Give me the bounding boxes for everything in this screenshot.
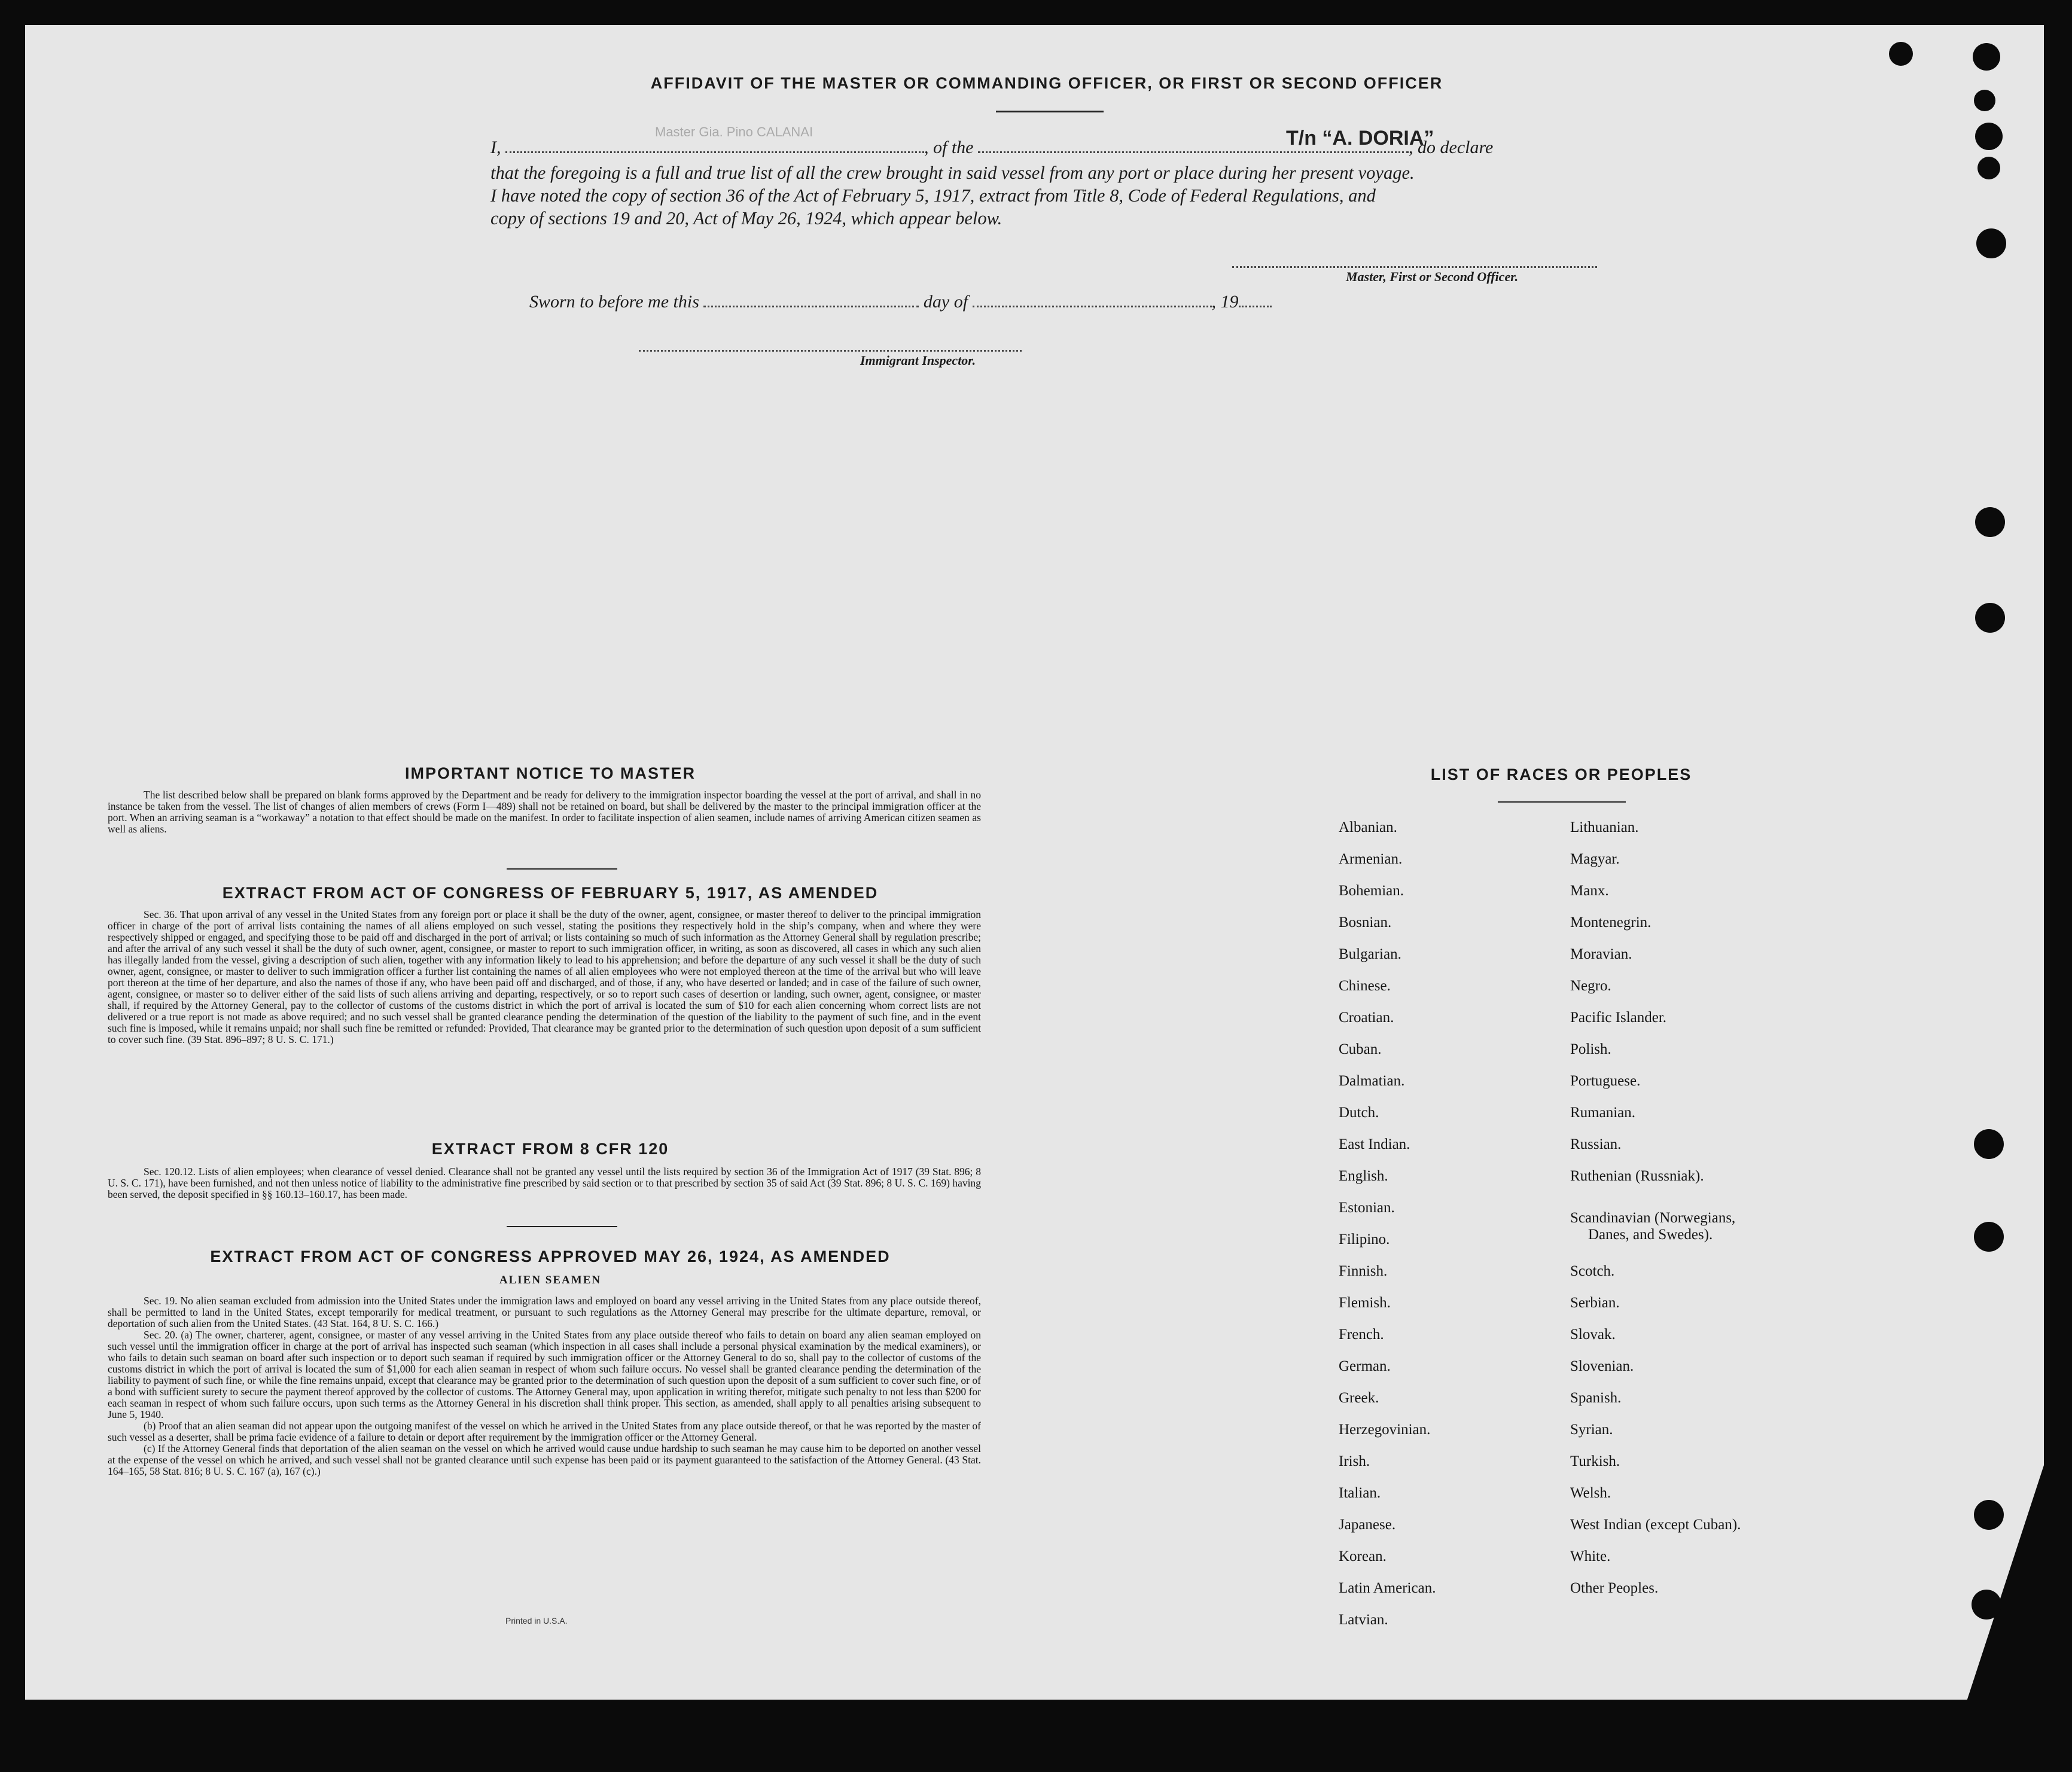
- extract-1917-text: [108, 909, 981, 1045]
- punch-hole: [1977, 157, 2000, 179]
- vessel-name-handwritten: T/n “A. DORIA”: [1286, 127, 1434, 150]
- race-item: English.: [1339, 1168, 1388, 1184]
- sworn-day: day of: [923, 292, 968, 312]
- race-item: Bosnian.: [1339, 914, 1392, 931]
- race-item: Flemish.: [1339, 1295, 1391, 1311]
- notice-title: IMPORTANT NOTICE TO MASTER: [405, 764, 696, 782]
- extract-1917-paragraph: Sec. 36. That upon arrival of any vessel in the United States from any foreign port or place it shall be the duty of the owner, agent, consignee, or master thereof to deliver to the principal immigration officer in charge of the port of arrival lists containing the names of all aliens employed on such vessel, stating the positions they respectively hold in the ship’s company, when and where they were respectively shipped or engaged, and specifying those to be paid off and discharged in the port of arrival; or lists containing so much of such information as the Attorney General shall by regulation prescribe; and after the arrival of any such vessel it shall be the duty of such owner, agent, consignee, or master to report to such immigration officer, in writing, as soon as discovered, all cases in which any such alien has illegally landed from the vessel, giving a description of such alien, together with any information likely to lead to his apprehension; and before the departure of any such vessel it shall be the duty of such owner, agent, consignee, or master to deliver to such immigration officer a further list containing the names of all alien employees who were not employed thereon at the time of the arrival but who will leave port thereon at the time of her departure, and also the names of those if any, who have been paid off and discharged, and of those, if any, who have deserted or landed; and in case of the failure of such owner, agent, consignee, or master so to deliver either of the said lists of such aliens arriving and departing, respectively, or so to report such cases of desertion or landing, such owner, agent, consignee, or master shall, if required by the Attorney General, pay to the collector of customs of the customs district in which the port of arrival is located the sum of $10 for each alien concerning whom correct lists are not delivered or a true report is not made as above required; and no such vessel shall be granted clearance pending the determination of the question of the liability to the payment of such fine, and in the event such fine is imposed, while it remains unpaid; nor shall such fine be remitted or refunded: Provided, That clearance may be granted prior to the determination of such question upon deposit of a sum sufficient to cover such fine. (39 Stat. 896–897; 8 U. S. C. 171.): [108, 908, 981, 1045]
- races-rule: [1498, 801, 1626, 803]
- race-item: Polish.: [1570, 1041, 1611, 1057]
- race-item: Italian.: [1339, 1485, 1381, 1501]
- race-item: Korean.: [1339, 1548, 1387, 1564]
- punch-hole: [1974, 1222, 2004, 1252]
- master-signature-caption: Master, First or Second Officer.: [1346, 269, 1519, 284]
- race-item: Latin American.: [1339, 1580, 1436, 1596]
- punch-hole: [1889, 42, 1913, 66]
- race-item: Croatian.: [1339, 1009, 1394, 1026]
- affidavit-title-rule: [996, 111, 1104, 112]
- affidavit-of-the: , of the: [924, 138, 974, 157]
- affidavit-i: I,: [490, 138, 501, 157]
- race-item: Herzegovinian.: [1339, 1422, 1431, 1438]
- race-item: Dalmatian.: [1339, 1073, 1405, 1089]
- cfr-rule: [507, 1226, 617, 1227]
- affidavit-line3: I have noted the copy of section 36 of the Act of February 5, 1917, extract from Title 8, Code of Federal Regulations, and: [490, 185, 1376, 206]
- race-item: Serbian.: [1570, 1295, 1620, 1311]
- printed-in-usa: Printed in U.S.A.: [505, 1616, 568, 1625]
- race-item: Russian.: [1570, 1136, 1622, 1152]
- inspector-caption: Immigrant Inspector.: [860, 353, 976, 368]
- extract-cfr-title: EXTRACT FROM 8 CFR 120: [431, 1140, 669, 1158]
- affidavit-title: AFFIDAVIT OF THE MASTER OR COMMANDING OFFICER, OR FIRST OR SECOND OFFICER: [650, 74, 1443, 92]
- race-item: Latvian.: [1339, 1612, 1388, 1628]
- sec-20b-paragraph: (b) Proof that an alien seaman did not appear upon the outgoing manifest of the vessel on which he arrived in the United States from any place outside thereof, or that he was reported by the master of such vessel as a deserter, shall be prima facie evidence of a failure to detain or deport after requirement by the immigration officer or the Attorney General.: [108, 1420, 981, 1443]
- punch-hole: [1976, 228, 2006, 258]
- sworn-prefix: Sworn to before me this: [529, 292, 699, 312]
- race-item: Filipino.: [1339, 1231, 1390, 1248]
- race-item: Moravian.: [1570, 946, 1632, 962]
- race-item: Slovak.: [1570, 1326, 1616, 1343]
- races-title: LIST OF RACES OR PEOPLES: [1430, 765, 1692, 783]
- race-item: Rumanian.: [1570, 1105, 1636, 1121]
- race-item: White.: [1570, 1548, 1611, 1564]
- race-item: Manx.: [1570, 883, 1609, 899]
- race-item: Other Peoples.: [1570, 1580, 1659, 1596]
- punch-hole: [1974, 1129, 2004, 1159]
- sworn-date-line: [703, 305, 919, 307]
- vessel-name-line: [978, 151, 1409, 153]
- race-item: Scandinavian (Norwegians,: [1570, 1210, 1736, 1226]
- sec-19-paragraph: Sec. 19. No alien seaman excluded from admission into the United States under the immigration laws and employed on board any vessel arriving in the United States from any place outside thereof, shall be permitted to land in the United States, except temporarily for medical treatment, or pursuant to such regulations as the Attorney General may prescribe for the ultimate departure, removal, or deportation of such alien from the United States. (43 Stat. 164, 8 U. S. C. 166.): [108, 1295, 981, 1329]
- race-item: Montenegrin.: [1570, 914, 1651, 931]
- notice-paragraph: The list described below shall be prepared on blank forms approved by the Department and be ready for delivery to the immigration inspector boarding the vessel at the port of arrival, and shall in no instance be taken from the vessel. The list of changes of alien members of crews (Form I—489) shall not be retained on board, but shall be delivered by the master to the principal immigration officer at the port. When an arriving seaman is a “workaway” a notation to that effect should be made on the manifest. In order to facilitate inspection of alien seamen, include names of arriving American citizen seamen as well as aliens.: [108, 789, 981, 835]
- extract-1924-title: EXTRACT FROM ACT OF CONGRESS APPROVED MAY 26, 1924, AS AMENDED: [210, 1248, 891, 1265]
- notice-rule: [507, 868, 617, 870]
- punch-hole: [1975, 507, 2005, 537]
- inspector-signature-line: [639, 349, 1022, 352]
- affidavit-line2: that the foregoing is a full and true list of all the crew brought in said vessel from any port or place during her present voyage.: [490, 163, 1415, 183]
- race-item: German.: [1339, 1358, 1391, 1374]
- race-item: Bohemian.: [1339, 883, 1404, 899]
- race-item: Syrian.: [1570, 1422, 1613, 1438]
- race-item: West Indian (except Cuban).: [1570, 1517, 1741, 1533]
- punch-hole: [1975, 123, 2003, 150]
- extract-1924-text: [108, 1295, 981, 1477]
- race-item: Greek.: [1339, 1390, 1379, 1406]
- race-item: Danes, and Swedes).: [1588, 1227, 1713, 1243]
- notice-text: [108, 789, 981, 835]
- extract-1917-title: EXTRACT FROM ACT OF CONGRESS OF FEBRUARY 5, 1917, AS AMENDED: [222, 884, 879, 902]
- master-name-faint: Master Gia. Pino CALANAI: [655, 124, 813, 139]
- race-item: Scotch.: [1570, 1263, 1615, 1279]
- sworn-year-line: [1239, 305, 1272, 307]
- affidavit-line4: copy of sections 19 and 20, Act of May 26, 1924, which appear below.: [490, 208, 1003, 228]
- affidavit-declare: , do declare: [1409, 138, 1494, 157]
- punch-hole: [1975, 603, 2005, 633]
- race-item: Slovenian.: [1570, 1358, 1634, 1374]
- race-item: Pacific Islander.: [1570, 1009, 1667, 1026]
- punch-hole: [1974, 1500, 2004, 1530]
- punch-hole: [1973, 43, 2000, 71]
- race-item: Portuguese.: [1570, 1073, 1641, 1089]
- race-item: Dutch.: [1339, 1105, 1379, 1121]
- sworn-month-line: [973, 305, 1212, 307]
- race-item: French.: [1339, 1326, 1384, 1343]
- race-item: Ruthenian (Russniak).: [1570, 1168, 1704, 1184]
- race-item: Chinese.: [1339, 978, 1391, 994]
- punch-hole: [1974, 90, 1995, 111]
- extract-cfr-paragraph: Sec. 120.12. Lists of alien employees; when clearance of vessel denied. Clearance shall not be granted any vessel until the lists required by section 36 of the Immigration Act of 1917 (39 Stat. 896; 8 U. S. C. 171), have been furnished, and not then unless notice of liability to the administrative fine prescribed by said section or to that prescribed by section 35 of said Act (39 Stat. 896; 8 U. S. C. 169) having been served, the deposit specified in §§ 160.13–160.17, has been made.: [108, 1166, 981, 1200]
- race-item: Bulgarian.: [1339, 946, 1401, 962]
- punch-hole: [1972, 1590, 2001, 1619]
- sec-20c-paragraph: (c) If the Attorney General finds that deportation of the alien seaman on the vessel on which he arrived would cause undue hardship to such seaman he may cause him to be deported on another vessel at the expense of the vessel on which he arrived, and such vessel shall not be granted clearance until such expense has been paid or its payment guaranteed to the satisfaction of the Attorney General. (43 Stat. 164–165, 58 Stat. 816; 8 U. S. C. 167 (a), 167 (c).): [108, 1442, 981, 1477]
- race-item: Cuban.: [1339, 1041, 1382, 1057]
- sworn-year: , 19: [1211, 292, 1239, 312]
- extract-1924-subtitle: ALIEN SEAMEN: [499, 1274, 602, 1286]
- race-item: Japanese.: [1339, 1517, 1396, 1533]
- race-item: Estonian.: [1339, 1200, 1395, 1216]
- race-item: Welsh.: [1570, 1485, 1611, 1501]
- race-item: Magyar.: [1570, 851, 1620, 867]
- sworn-line: [529, 292, 1272, 312]
- race-item: Negro.: [1570, 978, 1611, 994]
- race-item: Spanish.: [1570, 1390, 1622, 1406]
- sec-20a-paragraph: Sec. 20. (a) The owner, charterer, agent, consignee, or master of any vessel arriving in the United States from any place outside thereof who fails to detain on board any alien seaman employed on such vessel until the immigration officer in charge at the port of arrival has inspected such seaman (which inspection in all cases shall include a personal physical examination by the medical examiners), or who fails to detain such seaman on board after such inspection or to deport such seaman if required by such immigration officer or the Attorney General to do so, shall pay to the collector of customs of the customs district in which the port of arrival is located the sum of $1,000 for each alien seaman in respect of whom such failure occurs. No vessel shall be granted clearance pending the determination of the liability to payment of such fine, or while the fine remains unpaid, except that clearance may be granted prior to the determination of such question upon the deposit of a sum sufficient to cover such fine, or of a bond with sufficient surety to secure the payment thereof approved by the collector of customs. The Attorney General may, upon application in writing therefor, mitigate such penalty to not less than $200 for each seaman in respect of whom such failure occurs, upon such terms as the Attorney General in his discretion shall think proper. This section, as amended, shall apply to all penalties arising subsequent to June 5, 1940.: [108, 1329, 981, 1420]
- master-name-line: [505, 151, 924, 153]
- race-item: East Indian.: [1339, 1136, 1410, 1152]
- race-item: Irish.: [1339, 1453, 1370, 1469]
- master-signature-line: [1232, 266, 1597, 268]
- race-item: Albanian.: [1339, 819, 1397, 835]
- race-item: Lithuanian.: [1570, 819, 1639, 835]
- race-item: Turkish.: [1570, 1453, 1620, 1469]
- race-item: Armenian.: [1339, 851, 1403, 867]
- race-item: Finnish.: [1339, 1263, 1388, 1279]
- extract-cfr-text: [108, 1166, 981, 1200]
